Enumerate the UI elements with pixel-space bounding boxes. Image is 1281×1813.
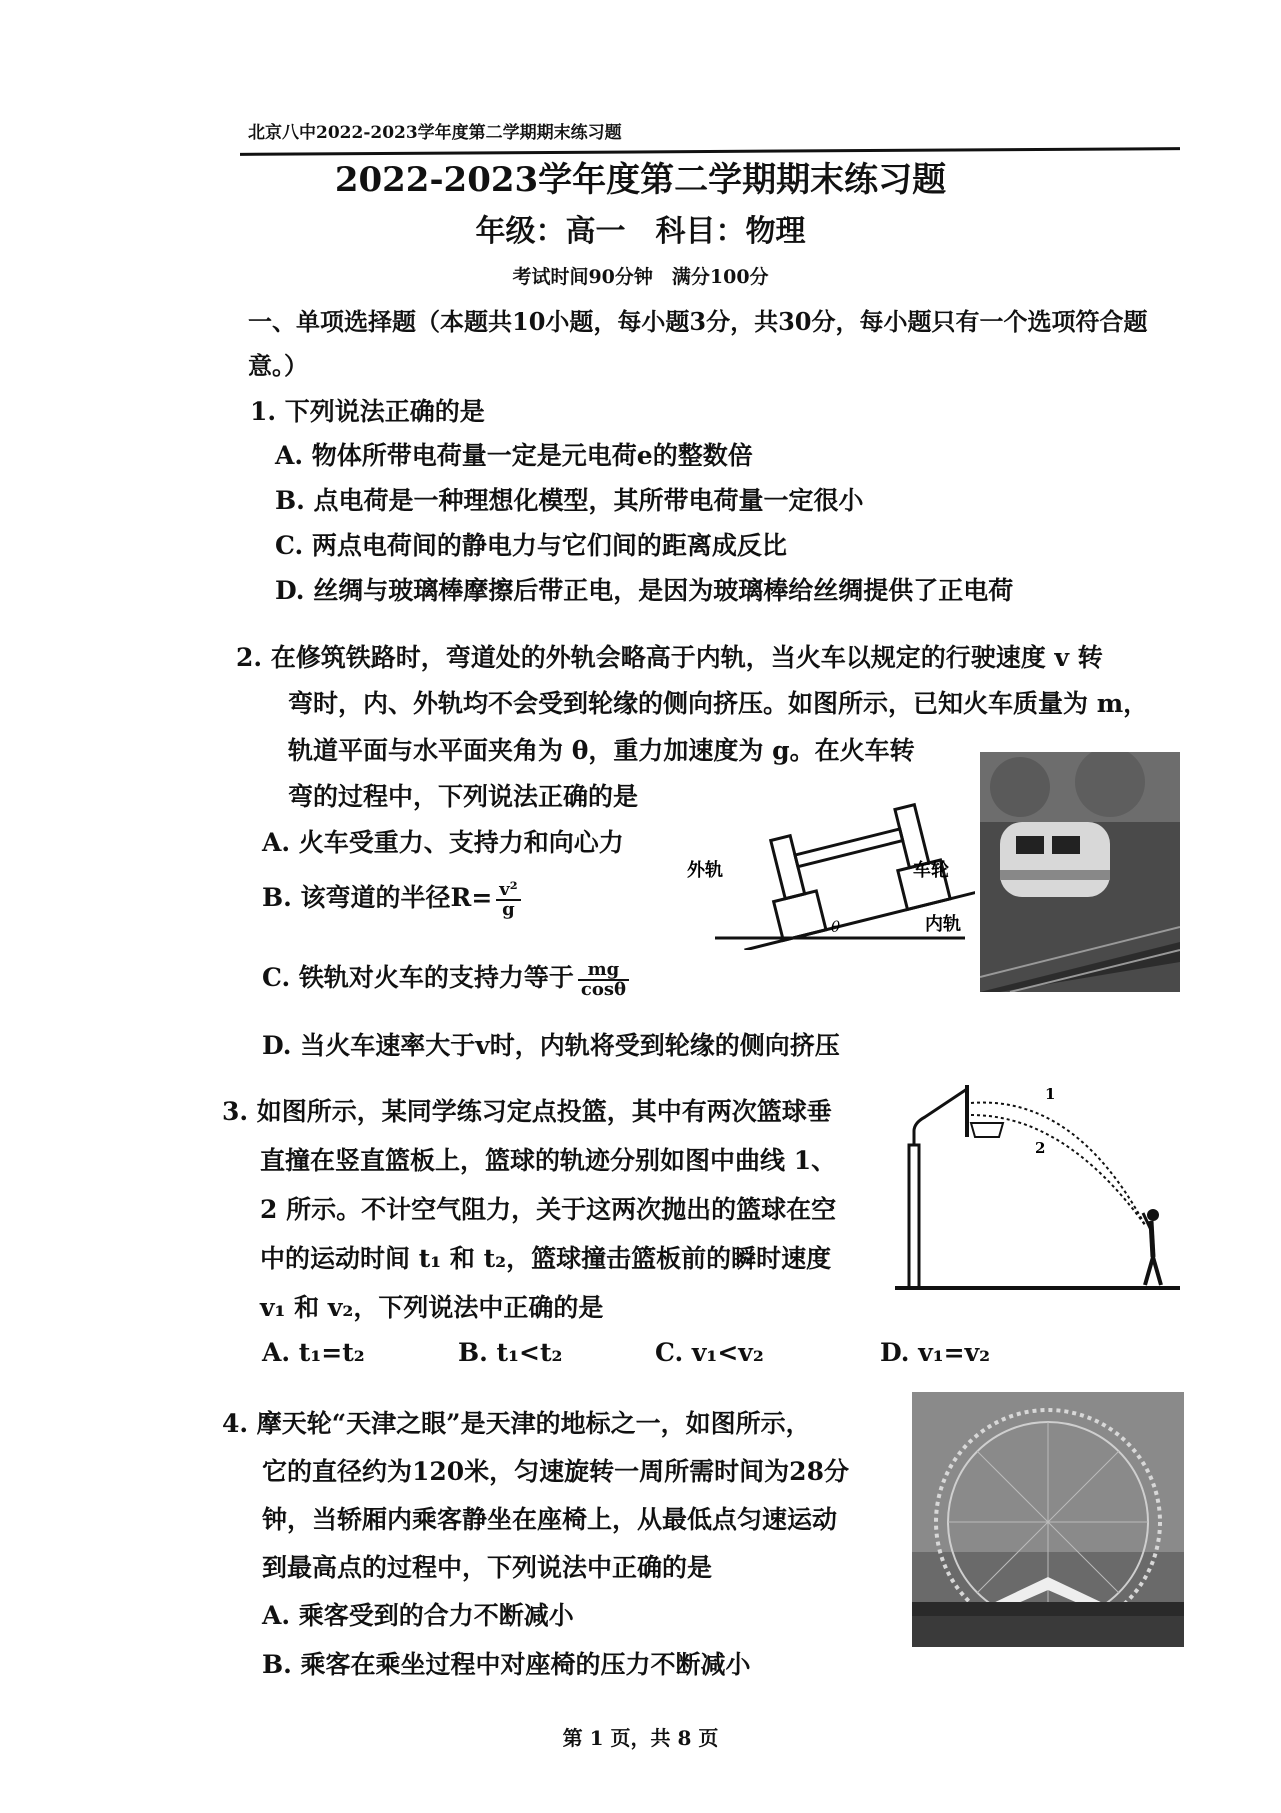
q2-option-c [262,958,629,999]
q3-line5: v₁ 和 v₂，下列说法中正确的是 [260,1293,604,1322]
q2-stem-line1: 2. 在修筑铁路时，弯道处的外轨会略高于内轨，当火车以规定的行驶速度 v 转 [236,643,1103,672]
q2-stem-line2: 弯时，内、外轨均不会受到轮缘的侧向挤压。如图所示，已知火车质量为 m， [288,689,1149,718]
q4-line2: 它的直径约为120米，匀速旋转一周所需时间为28分 [262,1457,849,1486]
trajectory-curve-2 [971,1115,1145,1225]
train-photo [980,752,1180,992]
exam-info: 考试时间90分钟 满分100分 [512,266,769,288]
hoop-arm [914,1089,967,1145]
ferris-wheel-photo [912,1392,1184,1647]
q2-option-b-fraction [496,878,520,920]
inner-wheel [895,805,929,868]
fraction-denominator: cosθ [580,978,626,1000]
q2-stem-line3: 轨道平面与水平面夹角为 θ，重力加速度为 g。在火车转 [288,736,915,765]
train-body [1000,822,1110,897]
page-title: 2022-2023学年度第二学期期末练习题 [334,160,947,200]
outer-rail-block [774,891,826,940]
q2-option-d: D. 当火车速率大于v时，内轨将受到轮缘的侧向挤压 [262,1031,840,1060]
inner-rail-label: 内轨 [925,914,961,935]
section-heading: 一、单项选择题（本题共10小题，每小题3分，共30分，每小题只有一个选项符合题意。） [248,307,1148,380]
q1-stem: 1. 下列说法正确的是 [250,397,485,426]
page-subtitle: 年级：高一 科目：物理 [475,214,806,249]
hoop-pole [909,1145,919,1288]
q2-option-c-fraction [578,958,629,1000]
q4-option-a: A. 乘客受到的合力不断减小 [262,1601,574,1630]
page-number: 第 1 页，共 8 页 [562,1726,719,1750]
q3-line4: 中的运动时间 t₁ 和 t₂，篮球撞击篮板前的瞬时速度 [260,1244,832,1273]
q4-line1: 4. 摩天轮“天津之眼”是天津的地标之一，如图所示， [222,1409,811,1438]
q3-line3: 2 所示。不计空气阻力，关于这两次抛出的篮球在空 [260,1195,837,1224]
outer-rail-label: 外轨 [687,860,723,881]
q2-option-a: A. 火车受重力、支持力和向心力 [262,828,624,857]
fraction-numerator: v² [496,881,520,901]
q1-option-d: D. 丝绸与玻璃棒摩擦后带正电，是因为玻璃棒给丝绸提供了正电荷 [275,576,1014,605]
basketball-diagram [895,1085,1185,1295]
q1-option-b: B. 点电荷是一种理想化模型，其所带电荷量一定很小 [275,486,864,515]
q3-option-c: C. v₁<v₂ [655,1338,764,1367]
q3-line2: 直撞在竖直篮板上，篮球的轨迹分别如图中曲线 1、 [260,1146,837,1175]
q4-line3: 钟，当轿厢内乘客静坐在座椅上，从最低点匀速运动 [262,1505,838,1534]
q2-option-b [262,878,521,919]
trajectory-curve-1 [971,1103,1145,1225]
curve-1-label: 1 [1045,1085,1056,1103]
angle-label: θ [831,918,841,936]
q3-option-b: B. t₁<t₂ [458,1338,563,1367]
q2-stem-line4: 弯的过程中，下列说法正确的是 [288,782,639,811]
fraction-denominator: g [502,898,515,920]
wheel-spokes [948,1422,1148,1622]
q2-option-c-text: C. 铁轨对火车的支持力等于 [262,963,574,992]
q1-option-a: A. 物体所带电荷量一定是元电荷e的整数倍 [275,441,753,470]
rail-track-diagram [675,770,975,950]
axle [795,829,903,867]
player-figure [1143,1209,1161,1285]
header-note: 北京八中2022-2023学年度第二学期期末练习题 [248,123,622,143]
q1-option-c: C. 两点电荷间的静电力与它们间的距离成反比 [275,531,787,560]
fraction-numerator: mg [578,961,629,981]
wheel-label: 车轮 [913,860,949,881]
q4-option-b: B. 乘客在乘坐过程中对座椅的压力不断减小 [262,1650,751,1679]
q4-line4: 到最高点的过程中，下列说法中正确的是 [262,1553,713,1582]
q2-option-b-text: B. 该弯道的半径R= [262,883,493,912]
curve-2-label: 2 [1035,1139,1046,1157]
q3-option-d: D. v₁=v₂ [880,1338,991,1367]
bridge-deck [912,1602,1184,1616]
q3-option-a: A. t₁=t₂ [262,1338,365,1367]
q3-line1: 3. 如图所示，某同学练习定点投篮，其中有两次篮球垂 [222,1097,832,1126]
basket-hoop [971,1123,1003,1137]
